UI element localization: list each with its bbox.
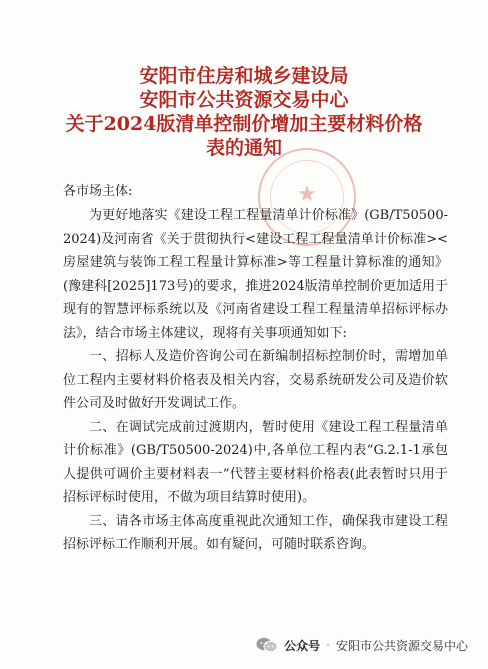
notice-body: [63, 204, 448, 557]
issuing-org-2: 安阳市公共资源交易中心: [139, 89, 349, 111]
paragraph-item-2: 二、在调试完成前过渡期内，暂时使用《建设工程工程量清单计价标准》(GB/T50500-2024)中,各单位工程内表“G.2.1-1承包人提供可调价主要材料表一”代替主要材料价格表(此表暂时只用于招标评标时使用，不做为项目结算时使用)。: [63, 419, 448, 505]
wechat-official-account-icon: [256, 636, 278, 654]
notice-title-line-2: 表的通知: [205, 137, 282, 159]
document-header: [0, 64, 488, 160]
paragraph-intro: 为更好地落实《建设工程工程量清单计价标准》(GB/T50500-2024)及河南省《关于贯彻执行<建设工程工程量清单计价标准><房屋建筑与装饰工程工程量计算标准>等工程量计算标准的通知》(豫建科[2025]173号)的要求，推进2024版清单控制价更加适用于现有的智慧评标系统以及《河南省建设工程工程量清单招标评标办法》，结合市场主体建议，现将有关事项通知如下:: [63, 208, 448, 341]
footer-account-name: 安阳市公共资源交易中心: [335, 638, 468, 653]
issuing-org-1: 安阳市住房和城乡建设局: [139, 65, 349, 87]
salutation: 各市场主体:: [63, 184, 133, 199]
paragraph-item-3: 三、请各市场主体高度重视此次通知工作，确保我市建设工程招标评标工作顺利开展。如有疑问，可随时联系咨询。: [63, 513, 448, 552]
footer-platform-label: 公众号: [284, 638, 321, 653]
notice-title-line-1: 关于2024版清单控制价增加主要材料价格: [65, 113, 423, 135]
paragraph-item-1: 一、招标人及造价咨询公司在新编制招标控制价时，需增加单位工程内主要材料价格表及相关内容，交易系统研发公司及造价软件公司及时做好开发调试工作。: [63, 349, 448, 411]
footer-separator: ·: [326, 638, 330, 652]
official-seal-star-icon: ★: [297, 182, 317, 207]
wechat-account-footer[interactable]: [256, 636, 468, 654]
